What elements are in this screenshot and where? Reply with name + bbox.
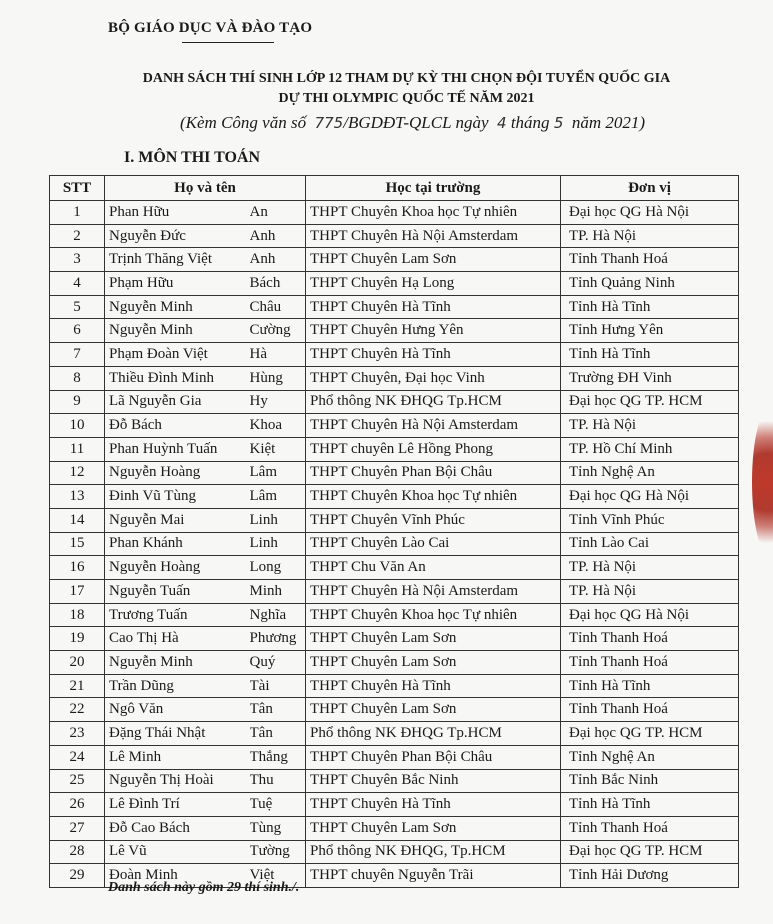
cell-unit: Tỉnh Lào Cai bbox=[561, 532, 739, 556]
cell-stt: 26 bbox=[50, 793, 105, 817]
cell-stt: 20 bbox=[50, 651, 105, 675]
table-row bbox=[50, 414, 739, 438]
cell-unit: Trường ĐH Vinh bbox=[561, 366, 739, 390]
cell-unit: Tỉnh Quảng Ninh bbox=[561, 272, 739, 296]
cell-given-name: Hy bbox=[250, 390, 306, 414]
cell-given-name: Quý bbox=[250, 651, 306, 675]
table-row bbox=[50, 722, 739, 746]
cell-unit: Tỉnh Hải Dương bbox=[561, 864, 739, 888]
cell-stt: 3 bbox=[50, 248, 105, 272]
table-row bbox=[50, 627, 739, 651]
table-row bbox=[50, 485, 739, 509]
cell-unit: TP. Hồ Chí Minh bbox=[561, 437, 739, 461]
cell-school: THPT Chuyên Bắc Ninh bbox=[306, 769, 561, 793]
table-row bbox=[50, 603, 739, 627]
cell-school: THPT Chuyên Hà Tĩnh bbox=[306, 343, 561, 367]
table-row bbox=[50, 272, 739, 296]
cell-given-name: Thu bbox=[250, 769, 306, 793]
cell-family-middle-name: Nguyễn Minh bbox=[105, 295, 250, 319]
cell-school: THPT Chuyên Vĩnh Phúc bbox=[306, 508, 561, 532]
table-row bbox=[50, 580, 739, 604]
cell-school: THPT Chuyên Hà Tĩnh bbox=[306, 674, 561, 698]
cell-school: THPT Chuyên Hà Nội Amsterdam bbox=[306, 224, 561, 248]
cell-unit: Đại học QG Hà Nội bbox=[561, 603, 739, 627]
cell-school: THPT Chuyên Lam Sơn bbox=[306, 698, 561, 722]
cell-stt: 27 bbox=[50, 816, 105, 840]
cell-family-middle-name: Phan Hữu bbox=[105, 201, 250, 225]
cell-stt: 21 bbox=[50, 674, 105, 698]
ministry-name: BỘ GIÁO DỤC VÀ ĐÀO TẠO bbox=[108, 20, 313, 36]
cell-given-name: Tường bbox=[250, 840, 306, 864]
cell-unit: Tỉnh Thanh Hoá bbox=[561, 651, 739, 675]
cell-family-middle-name: Đinh Vũ Tùng bbox=[105, 485, 250, 509]
cell-school: THPT Chuyên Hà Tĩnh bbox=[306, 295, 561, 319]
cell-family-middle-name: Trương Tuấn bbox=[105, 603, 250, 627]
cell-family-middle-name: Ngô Văn bbox=[105, 698, 250, 722]
table-row bbox=[50, 769, 739, 793]
cell-given-name: Minh bbox=[250, 580, 306, 604]
cell-stt: 7 bbox=[50, 343, 105, 367]
cell-unit: Tỉnh Hà Tĩnh bbox=[561, 343, 739, 367]
cell-school: Phổ thông NK ĐHQG Tp.HCM bbox=[306, 390, 561, 414]
table-row bbox=[50, 461, 739, 485]
cell-school: THPT Chuyên Khoa học Tự nhiên bbox=[306, 603, 561, 627]
cell-unit: TP. Hà Nội bbox=[561, 414, 739, 438]
cell-stt: 19 bbox=[50, 627, 105, 651]
cell-unit: Tỉnh Hưng Yên bbox=[561, 319, 739, 343]
cell-stt: 8 bbox=[50, 366, 105, 390]
table-row bbox=[50, 366, 739, 390]
ref-month-word: tháng bbox=[510, 113, 550, 132]
cell-unit: Tỉnh Thanh Hoá bbox=[561, 816, 739, 840]
cell-unit: Tỉnh Hà Tĩnh bbox=[561, 793, 739, 817]
cell-family-middle-name: Lã Nguyễn Gia bbox=[105, 390, 250, 414]
cell-school: THPT chuyên Nguyễn Trãi bbox=[306, 864, 561, 888]
cell-given-name: Anh bbox=[250, 224, 306, 248]
cell-given-name: Linh bbox=[250, 532, 306, 556]
cell-school: THPT Chuyên Hà Tĩnh bbox=[306, 793, 561, 817]
table-row bbox=[50, 745, 739, 769]
cell-school: THPT Chuyên Phan Bội Châu bbox=[306, 461, 561, 485]
ref-month-handwritten: 5 bbox=[553, 114, 564, 132]
cell-stt: 11 bbox=[50, 437, 105, 461]
cell-family-middle-name: Nguyễn Mai bbox=[105, 508, 250, 532]
cell-stt: 9 bbox=[50, 390, 105, 414]
cell-given-name: Nghĩa bbox=[250, 603, 306, 627]
cell-school: THPT Chuyên Lào Cai bbox=[306, 532, 561, 556]
cell-given-name: Phương bbox=[250, 627, 306, 651]
cell-given-name: Châu bbox=[250, 295, 306, 319]
cell-unit: Đại học QG Hà Nội bbox=[561, 485, 739, 509]
candidate-table bbox=[49, 175, 739, 888]
cell-family-middle-name: Phan Huỳnh Tuấn bbox=[105, 437, 250, 461]
cell-given-name: Lâm bbox=[250, 461, 306, 485]
cell-school: THPT Chuyên Hà Nội Amsterdam bbox=[306, 414, 561, 438]
cell-unit: Tỉnh Thanh Hoá bbox=[561, 248, 739, 272]
cell-unit: Đại học QG TP. HCM bbox=[561, 390, 739, 414]
cell-family-middle-name: Đỗ Bách bbox=[105, 414, 250, 438]
cell-given-name: Kiệt bbox=[250, 437, 306, 461]
cell-school: THPT Chuyên, Đại học Vinh bbox=[306, 366, 561, 390]
cell-family-middle-name: Nguyễn Thị Hoài bbox=[105, 769, 250, 793]
table-row bbox=[50, 295, 739, 319]
table-row bbox=[50, 674, 739, 698]
col-header-name: Họ và tên bbox=[105, 176, 306, 201]
cell-school: Phổ thông NK ĐHQG Tp.HCM bbox=[306, 722, 561, 746]
cell-stt: 12 bbox=[50, 461, 105, 485]
cell-school: THPT Chu Văn An bbox=[306, 556, 561, 580]
table-row bbox=[50, 248, 739, 272]
cell-family-middle-name: Nguyễn Hoàng bbox=[105, 461, 250, 485]
cell-school: THPT Chuyên Lam Sơn bbox=[306, 248, 561, 272]
cell-given-name: Lâm bbox=[250, 485, 306, 509]
document-title-line1: DANH SÁCH THÍ SINH LỚP 12 THAM DỰ KỲ THI CHỌN ĐỘI TUYỂN QUỐC GIA bbox=[142, 71, 671, 86]
cell-stt: 29 bbox=[50, 864, 105, 888]
cell-school: THPT Chuyên Lam Sơn bbox=[306, 816, 561, 840]
ref-number-handwritten: 775 bbox=[314, 114, 344, 132]
cell-family-middle-name: Trần Dũng bbox=[105, 674, 250, 698]
table-row bbox=[50, 437, 739, 461]
table-row bbox=[50, 343, 739, 367]
cell-stt: 18 bbox=[50, 603, 105, 627]
cell-given-name: Hùng bbox=[250, 366, 306, 390]
cell-unit: Tỉnh Thanh Hoá bbox=[561, 698, 739, 722]
table-row bbox=[50, 532, 739, 556]
cell-given-name: Cường bbox=[250, 319, 306, 343]
cell-stt: 14 bbox=[50, 508, 105, 532]
cell-given-name: Thắng bbox=[250, 745, 306, 769]
table-row bbox=[50, 651, 739, 675]
cell-stt: 5 bbox=[50, 295, 105, 319]
cell-family-middle-name: Nguyễn Hoàng bbox=[105, 556, 250, 580]
table-row bbox=[50, 556, 739, 580]
cell-stt: 2 bbox=[50, 224, 105, 248]
cell-family-middle-name: Lê Minh bbox=[105, 745, 250, 769]
cell-family-middle-name: Phạm Hữu bbox=[105, 272, 250, 296]
cell-stt: 15 bbox=[50, 532, 105, 556]
cell-family-middle-name: Đoàn Minh bbox=[105, 864, 250, 888]
footer-note: Danh sách này gồm 29 thí sinh./. bbox=[108, 880, 300, 895]
cell-unit: Đại học QG Hà Nội bbox=[561, 201, 739, 225]
cell-family-middle-name: Nguyễn Tuấn bbox=[105, 580, 250, 604]
cell-stt: 10 bbox=[50, 414, 105, 438]
col-header-school: Học tại trường bbox=[306, 176, 561, 201]
cell-stt: 13 bbox=[50, 485, 105, 509]
cell-stt: 16 bbox=[50, 556, 105, 580]
cell-given-name: Bách bbox=[250, 272, 306, 296]
cell-stt: 22 bbox=[50, 698, 105, 722]
red-seal-stamp bbox=[752, 404, 773, 560]
cell-unit: Tỉnh Nghệ An bbox=[561, 745, 739, 769]
cell-given-name: Hà bbox=[250, 343, 306, 367]
cell-school: Phổ thông NK ĐHQG, Tp.HCM bbox=[306, 840, 561, 864]
cell-stt: 4 bbox=[50, 272, 105, 296]
cell-unit: Tỉnh Hà Tĩnh bbox=[561, 674, 739, 698]
table-header-row bbox=[50, 176, 739, 201]
cell-given-name: Long bbox=[250, 556, 306, 580]
cell-family-middle-name: Cao Thị Hà bbox=[105, 627, 250, 651]
cell-family-middle-name: Lê Vũ bbox=[105, 840, 250, 864]
cell-stt: 23 bbox=[50, 722, 105, 746]
document-title-line2: DỰ THI OLYMPIC QUỐC TẾ NĂM 2021 bbox=[278, 91, 535, 106]
cell-school: THPT Chuyên Khoa học Tự nhiên bbox=[306, 201, 561, 225]
cell-school: THPT Chuyên Hà Nội Amsterdam bbox=[306, 580, 561, 604]
cell-stt: 28 bbox=[50, 840, 105, 864]
table-row bbox=[50, 698, 739, 722]
table-row bbox=[50, 816, 739, 840]
cell-unit: Tỉnh Nghệ An bbox=[561, 461, 739, 485]
ref-year: năm 2021) bbox=[571, 113, 646, 132]
cell-stt: 17 bbox=[50, 580, 105, 604]
cell-unit: Tỉnh Hà Tĩnh bbox=[561, 295, 739, 319]
cell-given-name: Tài bbox=[250, 674, 306, 698]
cell-given-name: Tân bbox=[250, 722, 306, 746]
cell-school: THPT Chuyên Lam Sơn bbox=[306, 627, 561, 651]
cell-given-name: Anh bbox=[250, 248, 306, 272]
cell-given-name: Tân bbox=[250, 698, 306, 722]
cell-unit: TP. Hà Nội bbox=[561, 224, 739, 248]
cell-given-name: Tuệ bbox=[250, 793, 306, 817]
col-header-stt: STT bbox=[50, 176, 105, 201]
cell-family-middle-name: Nguyễn Đức bbox=[105, 224, 250, 248]
cell-stt: 1 bbox=[50, 201, 105, 225]
cell-school: THPT Chuyên Khoa học Tự nhiên bbox=[306, 485, 561, 509]
cell-unit: Tỉnh Bắc Ninh bbox=[561, 769, 739, 793]
cell-family-middle-name: Phan Khánh bbox=[105, 532, 250, 556]
cell-unit: Đại học QG TP. HCM bbox=[561, 840, 739, 864]
cell-school: THPT Chuyên Lam Sơn bbox=[306, 651, 561, 675]
cell-unit: TP. Hà Nội bbox=[561, 580, 739, 604]
cell-school: THPT Chuyên Hưng Yên bbox=[306, 319, 561, 343]
cell-school: THPT Chuyên Hạ Long bbox=[306, 272, 561, 296]
ref-day-handwritten: 4 bbox=[497, 114, 507, 132]
cell-unit: Tỉnh Thanh Hoá bbox=[561, 627, 739, 651]
cell-school: THPT chuyên Lê Hồng Phong bbox=[306, 437, 561, 461]
cell-stt: 25 bbox=[50, 769, 105, 793]
cell-stt: 24 bbox=[50, 745, 105, 769]
cell-given-name: Khoa bbox=[250, 414, 306, 438]
cell-unit: Đại học QG TP. HCM bbox=[561, 722, 739, 746]
col-header-unit: Đơn vị bbox=[561, 176, 739, 201]
ref-prefix: (Kèm Công văn số bbox=[180, 113, 307, 132]
cell-family-middle-name: Đỗ Cao Bách bbox=[105, 816, 250, 840]
cell-family-middle-name: Lê Đình Trí bbox=[105, 793, 250, 817]
table-row bbox=[50, 508, 739, 532]
ref-mid: /BGDĐT-QLCL ngày bbox=[343, 113, 489, 132]
cell-family-middle-name: Phạm Đoàn Việt bbox=[105, 343, 250, 367]
cell-given-name: Linh bbox=[250, 508, 306, 532]
cell-family-middle-name: Nguyễn Minh bbox=[105, 651, 250, 675]
cell-given-name: An bbox=[250, 201, 306, 225]
cell-unit: TP. Hà Nội bbox=[561, 556, 739, 580]
cell-given-name: Việt bbox=[250, 864, 306, 888]
table-row bbox=[50, 319, 739, 343]
table-row bbox=[50, 390, 739, 414]
cell-family-middle-name: Đặng Thái Nhật bbox=[105, 722, 250, 746]
table-row bbox=[50, 793, 739, 817]
section-title: I. MÔN THI TOÁN bbox=[124, 149, 261, 166]
reference-line bbox=[180, 113, 645, 133]
cell-given-name: Tùng bbox=[250, 816, 306, 840]
table-row bbox=[50, 224, 739, 248]
ministry-underline bbox=[182, 42, 274, 43]
cell-family-middle-name: Thiều Đình Minh bbox=[105, 366, 250, 390]
table-row bbox=[50, 201, 739, 225]
cell-family-middle-name: Trịnh Thăng Việt bbox=[105, 248, 250, 272]
table-row bbox=[50, 840, 739, 864]
cell-family-middle-name: Nguyễn Minh bbox=[105, 319, 250, 343]
cell-school: THPT Chuyên Phan Bội Châu bbox=[306, 745, 561, 769]
cell-unit: Tỉnh Vĩnh Phúc bbox=[561, 508, 739, 532]
cell-stt: 6 bbox=[50, 319, 105, 343]
